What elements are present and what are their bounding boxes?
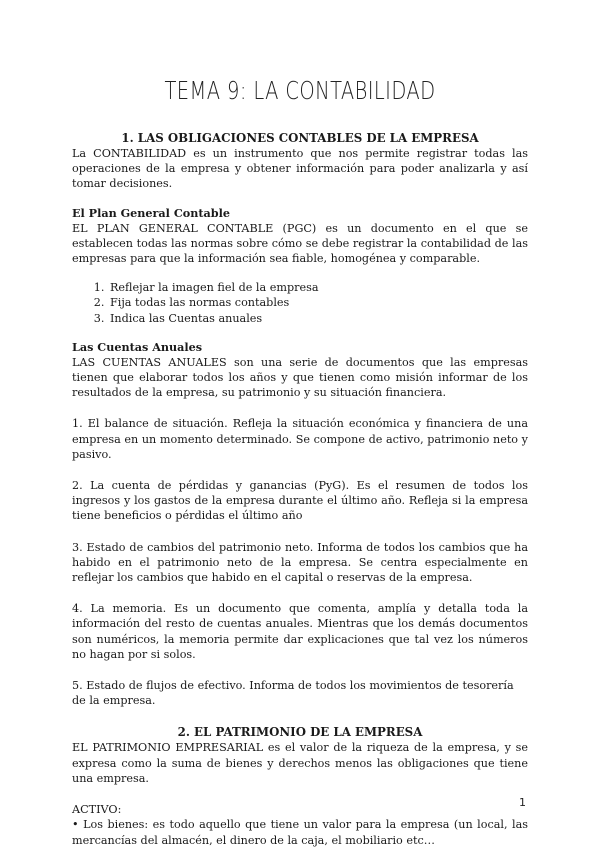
paragraph-pyg: 2. La cuenta de pérdidas y ganancias (PyG). Es el resumen de todos los ingresos y los gastos de la empresa durante el último año. Refleja si la empresa tiene beneficios o pérdidas el último año (72, 479, 528, 523)
paragraph-bienes: • Los bienes: es todo aquello que tiene un valor para la empresa (un local, las mercancías del almacén, el dinero de la caja, el mobiliario etc… (72, 818, 528, 847)
paragraph-contabilidad: La CONTABILIDAD es un instrumento que nos permite registrar todas las operaciones de la empresa y obtener información para poder analizarla y así tomar decisiones. (72, 147, 528, 191)
document-body (72, 130, 528, 848)
paragraph-flujos-efectivo: 5. Estado de flujos de efectivo. Informa de todos los movimientos de tesorería (72, 679, 514, 693)
paragraph-patrimonio: EL PATRIMONIO EMPRESARIAL es el valor de la riqueza de la empresa, y se expresa como la suma de bienes y derechos menos las obligaciones que tiene una empresa. (72, 741, 528, 785)
paragraph-memoria: 4. La memoria. Es un documento que comenta, amplía y detalla toda la información del resto de cuentas anuales. Mientras que los demás documentos son numéricos, la memoria permite dar explicaciones que tal vez los números no hagan por si solos. (72, 602, 528, 661)
label-activo: ACTIVO: (72, 803, 122, 817)
paragraph-pgc: EL PLAN GENERAL CONTABLE (PGC) es un documento en el que se establecen todas las normas sobre cómo se debe registrar la contabilidad de las empresas para que la información sea fiable, homogénea y comparable. (72, 221, 528, 266)
paragraph-cuentas-anuales: LAS CUENTAS ANUALES son una serie de documentos que las empresas tienen que elaborar todos los años y que tienen como misión informar de los resultados de la empresa, su patrimonio y su situación financiera. (72, 355, 528, 400)
document-title: TEMA 9: LA CONTABILIDAD (164, 76, 436, 105)
section-heading-patrimonio: 2. EL PATRIMONIO DE LA EMPRESA (177, 725, 423, 740)
paragraph-flujos-efectivo-cont: de la empresa. (72, 694, 156, 708)
paragraph-cambios-patrimonio: 3. Estado de cambios del patrimonio neto. Informa de todos los cambios que ha habido en el patrimonio neto de la empresa. Se centra especialmente en reflejar los cambios que habido en el capital o reservas de la empresa. (72, 540, 528, 585)
page-number: 1 (519, 796, 526, 809)
paragraph-balance: 1. El balance de situación. Refleja la situación económica y financiera de una empresa en un momento determinado. Se compone de activo, patrimonio neto y pasivo. (72, 417, 528, 461)
pgc-objectives-list (72, 280, 528, 326)
subheading-cuentas-anuales: Las Cuentas Anuales (72, 339, 203, 354)
section-heading-obligaciones: 1. LAS OBLIGACIONES CONTABLES DE LA EMPRESA (121, 131, 479, 145)
list-item: 1. Reflejar la imagen fiel de la empresa (108, 280, 528, 295)
list-item: 2. Fija todas las normas contables (108, 295, 528, 310)
list-item: 3. Indica las Cuentas anuales (108, 311, 528, 326)
subheading-plan-general-contable: El Plan General Contable (72, 205, 230, 220)
